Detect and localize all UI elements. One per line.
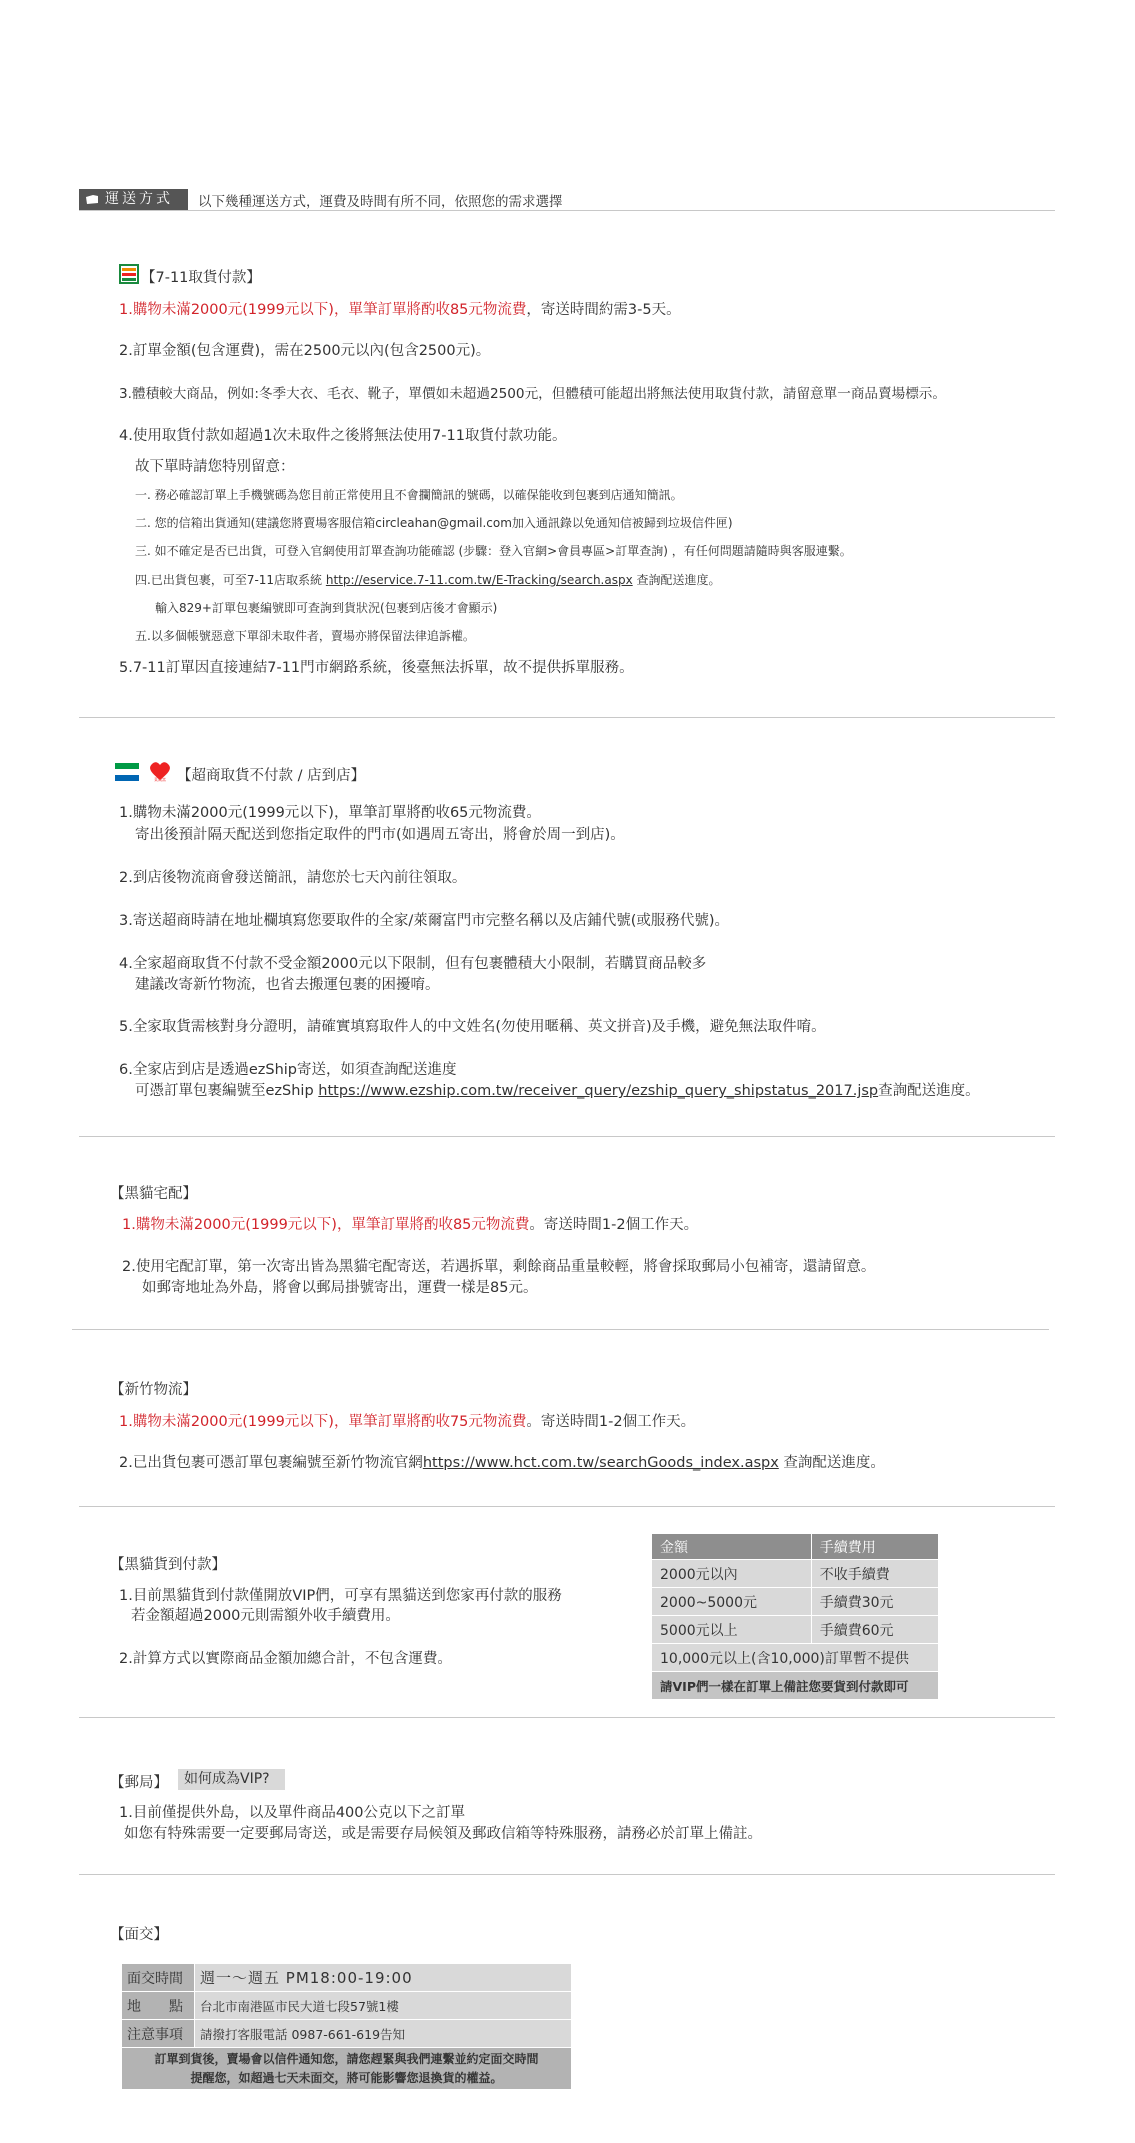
cod-fee-table bbox=[651, 1533, 939, 1700]
table-cell: 2000元以內 bbox=[652, 1560, 812, 1588]
fee-notice-red: 1.購物未滿2000元(1999元以下)，單筆訂單將酌收85元物流費 bbox=[119, 302, 527, 318]
section-711-note5: 五.以多個帳號惡意下單卻未取件者，賣場亦將保留法律追訴權。 bbox=[135, 629, 475, 643]
ezship-suffix: 查詢配送進度。 bbox=[878, 1083, 980, 1099]
truck-icon bbox=[85, 194, 99, 205]
section-cod-title: 【黑貓貨到付款】 bbox=[110, 1557, 226, 1573]
header-divider bbox=[79, 210, 1055, 211]
table-row bbox=[122, 2020, 572, 2048]
how-to-become-vip-button[interactable]: 如何成為VIP? bbox=[178, 1769, 285, 1790]
table-note-row bbox=[652, 1672, 939, 1700]
divider-1 bbox=[79, 717, 1055, 718]
hct-prefix: 2.已出貨包裹可憑訂單包裹編號至新竹物流官網 bbox=[119, 1455, 423, 1471]
section-cat-item2-sub: 如郵寄地址為外島，將會以郵局掛號寄出，運費一樣是85元。 bbox=[142, 1280, 538, 1296]
hct-fee-red: 1.購物未滿2000元(1999元以下)，單筆訂單將酌收75元物流費 bbox=[119, 1414, 527, 1430]
table-row bbox=[652, 1560, 939, 1588]
hilife-logo bbox=[148, 760, 172, 782]
table-cell: 手續費30元 bbox=[811, 1588, 938, 1616]
section-711-item1 bbox=[119, 298, 681, 319]
table-row bbox=[652, 1588, 939, 1616]
divider-2 bbox=[79, 1136, 1055, 1137]
section-cat-title: 【黑貓宅配】 bbox=[110, 1186, 197, 1202]
table-row bbox=[652, 1644, 939, 1672]
ezship-tracking-link[interactable]: https://www.ezship.com.tw/receiver_query/ezship_query_shipstatus_2017.jsp bbox=[318, 1083, 879, 1099]
header-description: 以下幾種運送方式，運費及時間有所不同，依照您的需求選擇 bbox=[198, 194, 563, 210]
table-row bbox=[652, 1616, 939, 1644]
ezship-prefix: 可憑訂單包裹編號至ezShip bbox=[135, 1083, 319, 1099]
divider-5 bbox=[79, 1717, 1055, 1718]
hct-tracking-link[interactable]: https://www.hct.com.tw/searchGoods_index.aspx bbox=[422, 1455, 779, 1471]
section-711-note2: 二. 您的信箱出貨通知(建議您將賣場客服信箱circleahan@gmail.com加入通訊錄以免通知信被歸到垃圾信件匣) bbox=[135, 516, 733, 530]
section-711-item2: 2.訂單金額(包含運費)，需在2500元以內(包含2500元)。 bbox=[119, 343, 491, 359]
section-post-title: 【郵局】 bbox=[110, 1775, 168, 1791]
divider-6 bbox=[79, 1874, 1055, 1875]
note-value: 請撥打客服電話 0987-661-619告知 bbox=[195, 2020, 572, 2048]
table-note-cell: 請VIP們一樣在訂單上備註您要貨到付款即可 bbox=[652, 1672, 939, 1700]
section-711-note4-sub: 輸入829+訂單包裹編號即可查詢到貨狀況(包裹到店後才會顯示) bbox=[155, 601, 498, 615]
fee-notice-rest: ，寄送時間約需3-5天。 bbox=[526, 302, 681, 318]
section-cat-item2: 2.使用宅配訂單，第一次寄出皆為黑貓宅配寄送，若遇拆單，剩餘商品重量較輕，將會採取郵局小包補寄，還請留意。 bbox=[122, 1259, 876, 1275]
section-store-item2: 2.到店後物流商會發送簡訊，請您於七天內前往領取。 bbox=[119, 870, 467, 886]
shipping-method-badge bbox=[79, 189, 188, 210]
badge-label: 運送方式 bbox=[105, 191, 173, 207]
divider-3 bbox=[72, 1329, 1049, 1330]
section-hct-item1 bbox=[119, 1410, 695, 1431]
table-cell: 2000~5000元 bbox=[652, 1588, 812, 1616]
section-711-note1: 一. 務必確認訂單上手機號碼為您目前正常使用且不會攔簡訊的號碼，以確保能收到包裹到店通知簡訊。 bbox=[135, 488, 683, 502]
hct-fee-rest: 。寄送時間1-2個工作天。 bbox=[526, 1414, 696, 1430]
seven-eleven-logo bbox=[119, 264, 139, 284]
table-header-row bbox=[652, 1534, 939, 1560]
cat-fee-rest: 。寄送時間1-2個工作天。 bbox=[529, 1217, 699, 1233]
section-store-item1-sub: 寄出後預計隔天配送到您指定取件的門市(如遇周五寄出，將會於周一到店)。 bbox=[135, 827, 625, 843]
table-cell: 10,000元以上(含10,000)訂單暫不提供 bbox=[652, 1644, 939, 1672]
footer-line2: 提醒您，如超過七天未面交，將可能影響您退換貨的權益。 bbox=[190, 2070, 503, 2085]
section-711-item4: 4.使用取貨付款如超過1次未取件之後將無法使用7-11取貨付款功能。 bbox=[119, 428, 567, 444]
table-header-cell: 手續費用 bbox=[811, 1534, 938, 1560]
section-post-item1-sub: 如您有特殊需要一定要郵局寄送，或是需要存局候領及郵政信箱等特殊服務，請務必於訂單上備註。 bbox=[124, 1826, 762, 1842]
section-711-item5: 5.7-11訂單因直接連結7-11門市網路系統，後臺無法拆單，故不提供拆單服務。 bbox=[119, 660, 634, 676]
section-store-title: 【超商取貨不付款 / 店到店】 bbox=[177, 768, 366, 784]
section-711-note3: 三. 如不確定是否已出貨，可登入官網使用訂單查詢功能確認 (步驟：登入官網>會員專區>訂單查詢) ，有任何問題請隨時與客服連繫。 bbox=[135, 544, 852, 558]
table-footer-cell bbox=[122, 2048, 572, 2090]
note4-suffix: 查詢配送進度。 bbox=[632, 573, 721, 587]
table-row bbox=[122, 1964, 572, 1992]
time-value: 週一～週五 PM18:00-19:00 bbox=[195, 1964, 572, 1992]
time-label: 面交時間 bbox=[122, 1964, 195, 1992]
section-store-item4-sub: 建議改寄新竹物流，也省去搬運包裹的困擾唷。 bbox=[135, 977, 440, 993]
note4-prefix: 四.已出貨包裹，可至7-11店取系統 bbox=[135, 573, 326, 587]
section-hct-item2 bbox=[119, 1451, 885, 1472]
section-711-title: 【7-11取貨付款】 bbox=[141, 270, 261, 286]
section-store-item1: 1.購物未滿2000元(1999元以下)，單筆訂單將酌收65元物流費。 bbox=[119, 805, 541, 821]
section-store-item6-sub bbox=[135, 1079, 980, 1100]
section-store-item5: 5.全家取貨需核對身分證明，請確實填寫取件人的中文姓名(勿使用暱稱、英文拼音)及手機，避免無法取件唷。 bbox=[119, 1019, 826, 1035]
note-label: 注意事項 bbox=[122, 2020, 195, 2048]
section-cod-item1: 1.目前黑貓貨到付款僅開放VIP們，可享有黑貓送到您家再付款的服務 bbox=[119, 1588, 562, 1604]
section-post-item1: 1.目前僅提供外島，以及單件商品400公克以下之訂單 bbox=[119, 1805, 466, 1821]
cat-fee-red: 1.購物未滿2000元(1999元以下)，單筆訂單將酌收85元物流費 bbox=[122, 1217, 530, 1233]
table-cell: 5000元以上 bbox=[652, 1616, 812, 1644]
hilife-logo-text: 萊爾富 bbox=[154, 777, 166, 782]
divider-4 bbox=[79, 1506, 1055, 1507]
footer-line1: 訂單到貨後，賣場會以信件通知您，請您趕緊與我們連繫並約定面交時間 bbox=[154, 2051, 539, 2066]
section-hct-title: 【新竹物流】 bbox=[110, 1382, 197, 1398]
section-cod-item1-sub: 若金額超過2000元則需額外收手續費用。 bbox=[131, 1608, 400, 1624]
table-cell: 不收手續費 bbox=[811, 1560, 938, 1588]
table-cell: 手續費60元 bbox=[811, 1616, 938, 1644]
section-face-title: 【面交】 bbox=[110, 1927, 168, 1943]
section-store-item4: 4.全家超商取貨不付款不受金額2000元以下限制，但有包裹體積大小限制，若購買商品較多 bbox=[119, 956, 707, 972]
section-711-note4 bbox=[135, 571, 721, 588]
table-row bbox=[122, 1992, 572, 2020]
face-to-face-table bbox=[121, 1963, 572, 2090]
table-footer-row bbox=[122, 2048, 572, 2090]
section-cat-item1 bbox=[122, 1213, 698, 1234]
eservice-tracking-link[interactable]: http://eservice.7-11.com.tw/E-Tracking/search.aspx bbox=[325, 573, 633, 587]
table-header-cell: 金額 bbox=[652, 1534, 812, 1560]
section-711-notice: 故下單時請您特別留意： bbox=[135, 459, 295, 475]
place-value: 台北市南港區市民大道七段57號1樓 bbox=[195, 1992, 572, 2020]
familymart-logo bbox=[115, 763, 139, 781]
hct-suffix: 查詢配送進度。 bbox=[778, 1455, 885, 1471]
section-cod-item2: 2.計算方式以實際商品金額加總合計，不包含運費。 bbox=[119, 1651, 452, 1667]
place-label: 地 點 bbox=[122, 1992, 195, 2020]
section-store-item3: 3.寄送超商時請在地址欄填寫您要取件的全家/萊爾富門市完整名稱以及店鋪代號(或服務代號)。 bbox=[119, 913, 730, 929]
section-store-item6: 6.全家店到店是透過ezShip寄送，如須查詢配送進度 bbox=[119, 1062, 457, 1078]
section-711-item3: 3.體積較大商品，例如:冬季大衣、毛衣、靴子，單價如未超過2500元，但體積可能超出將無法使用取貨付款，請留意單一商品賣場標示。 bbox=[119, 386, 946, 402]
